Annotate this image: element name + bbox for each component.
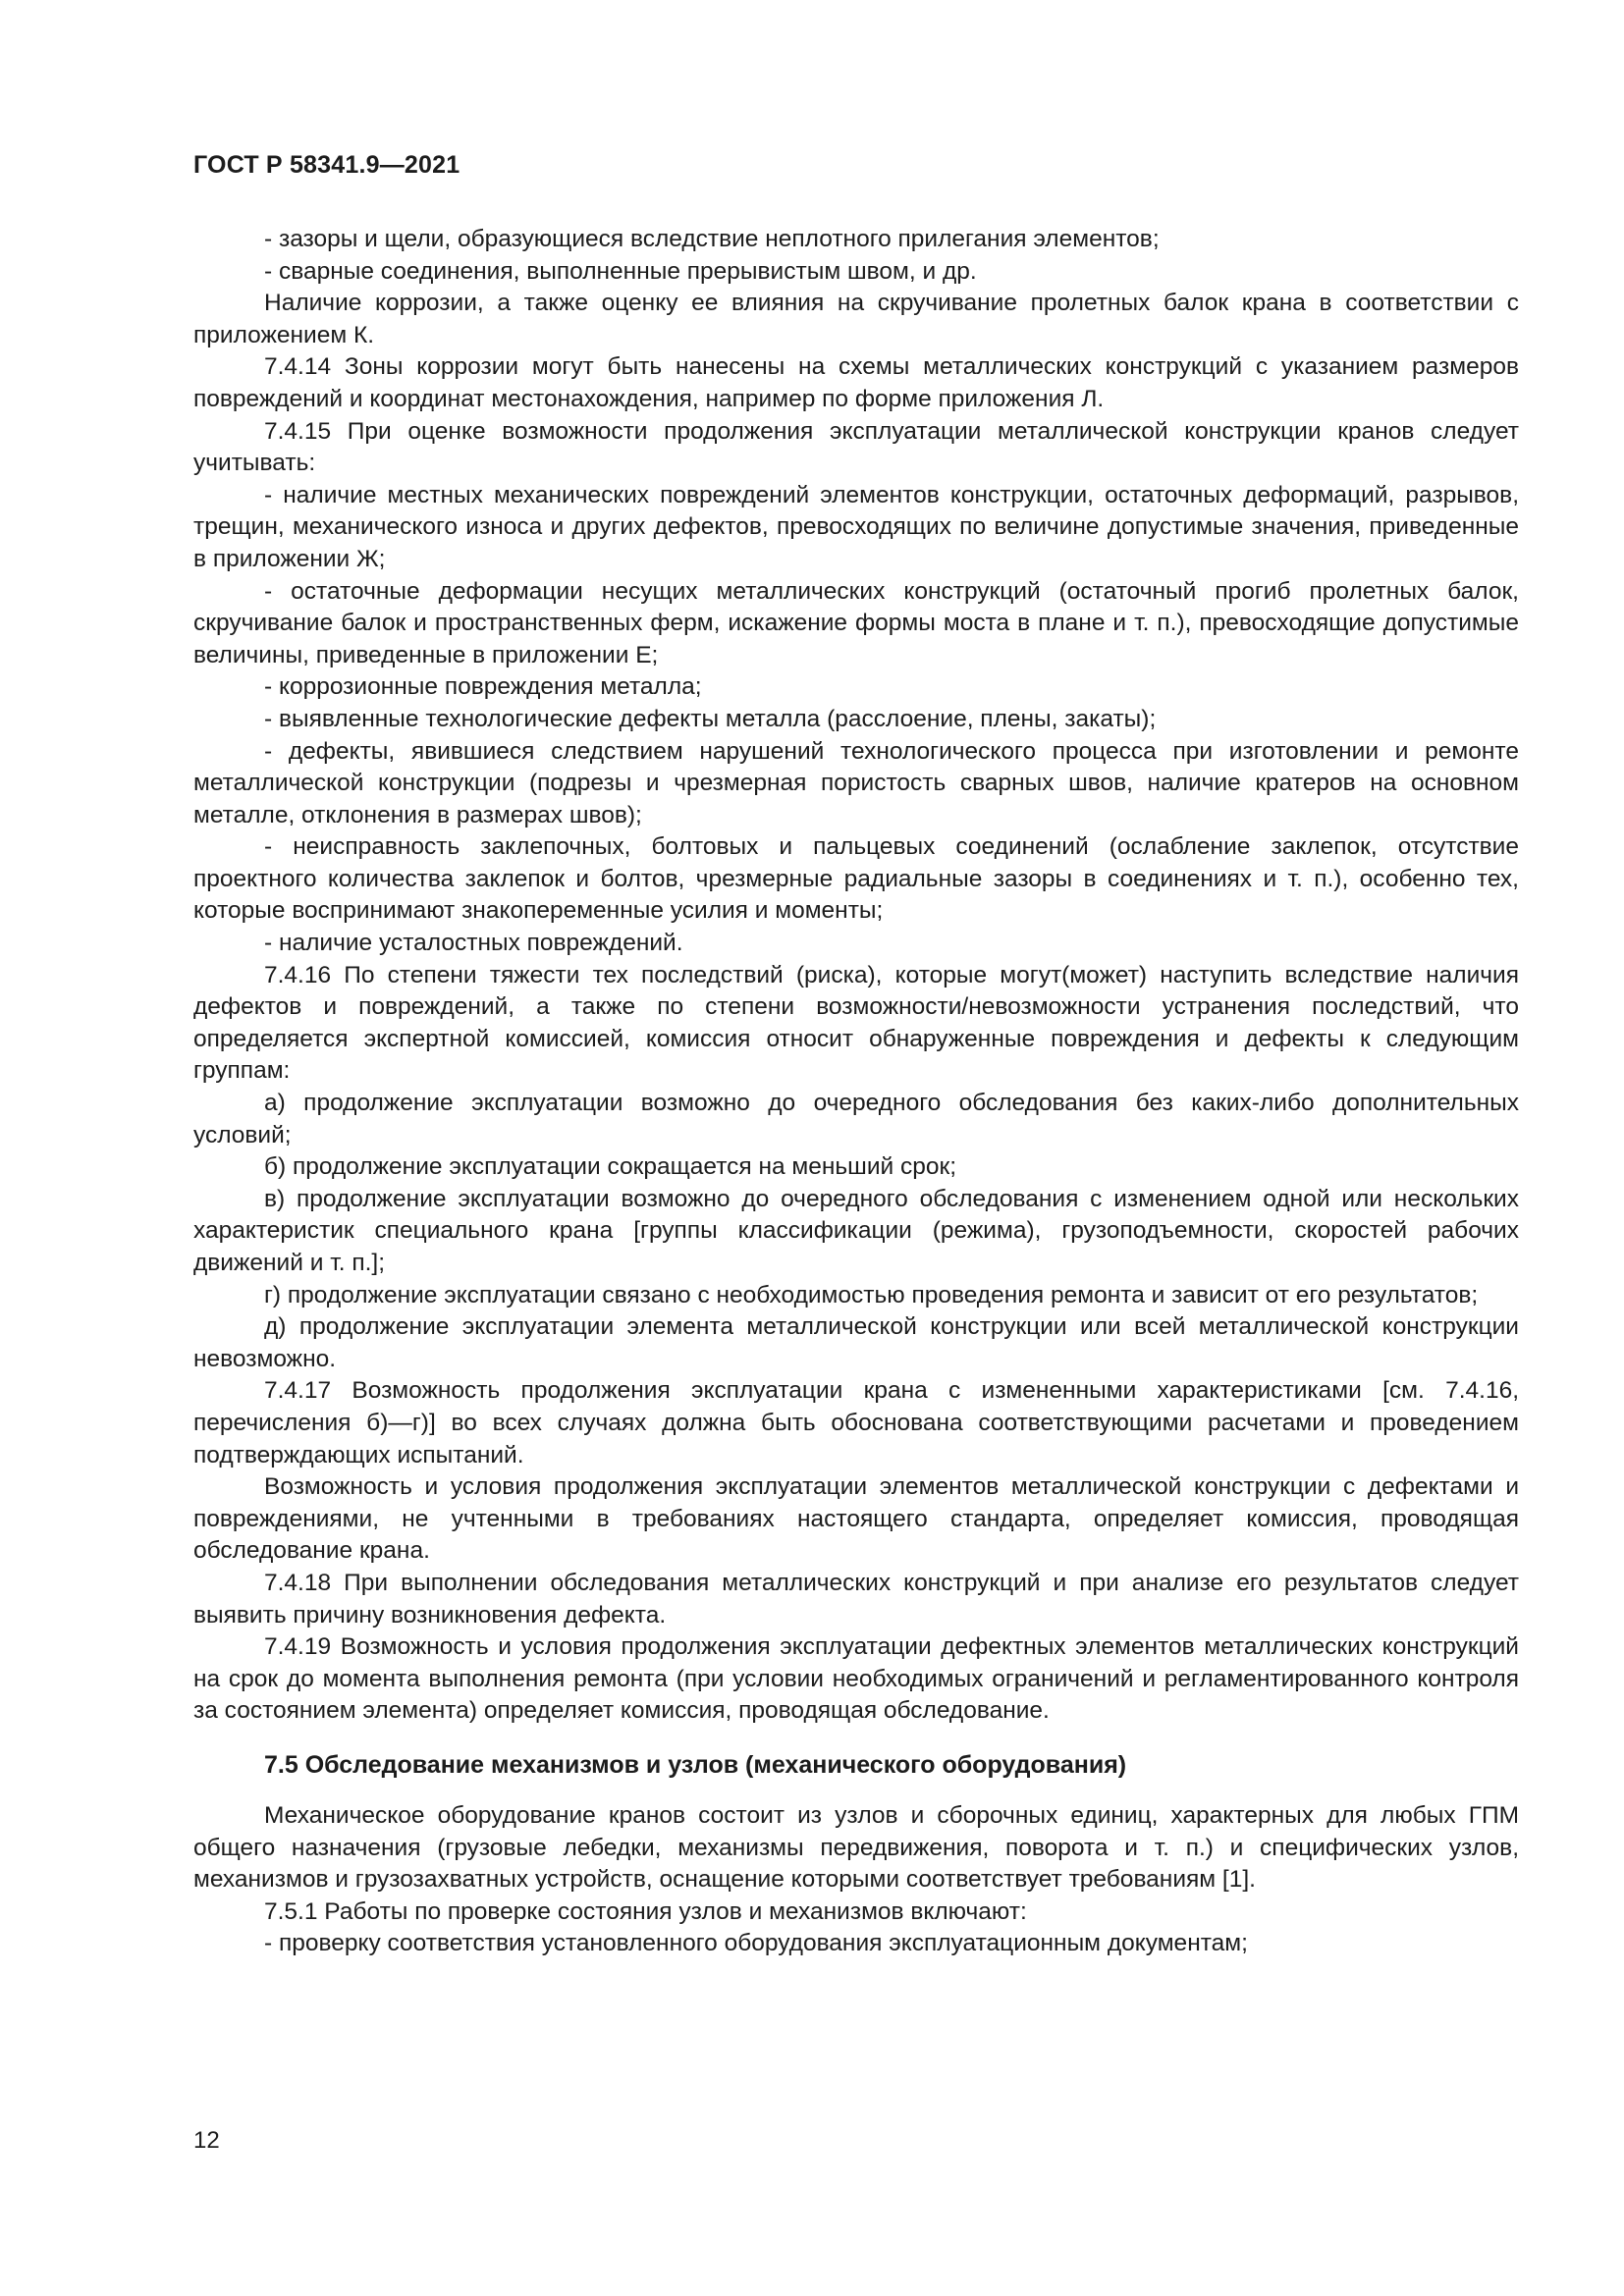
paragraph: 7.5.1 Работы по проверке состояния узлов и механизмов включают: xyxy=(264,1897,1027,1925)
paragraph: Механическое оборудование кранов состоит из узлов и сборочных единиц, характерных для любых ГПМ общего назначения (грузовые лебедки, механизмы передвижения, поворота и т. п.) и специфических узлов, механизмов и грузозахватных устройств, оснащение которыми соответствует требованиям [1]. xyxy=(193,1801,1519,1894)
paragraph: в) продолжение эксплуатации возможно до очередного обследования с изменением одной или нескольких характеристик специального крана [группы классификации (режима), грузоподъемности, скоростей рабочих движений и т. п.]; xyxy=(193,1185,1519,1276)
paragraph: - зазоры и щели, образующиеся вследствие неплотного прилегания элементов; xyxy=(264,226,1160,252)
paragraph: - проверку соответствия установленного оборудования эксплуатационным документам; xyxy=(264,1930,1248,1957)
paragraph: 7.4.17 Возможность продолжения эксплуатации крана с измененными характеристиками [см. 7.4.16, перечисления б)—г)] во всех случаях должна быть обоснована соответствующими расчетами и проведением подтверждающих испытаний. xyxy=(193,1377,1519,1468)
paragraph: - остаточные деформации несущих металлических конструкций (остаточный прогиб пролетных балок, скручивание балок и пространственных ферм, искажение формы моста в плане и т. п.), превосходящие допустимые величины, приведенные в приложении Е; xyxy=(193,577,1519,668)
paragraph: б) продолжение эксплуатации сокращается на меньший срок; xyxy=(264,1153,957,1181)
document-body xyxy=(193,224,1519,1960)
paragraph: - выявленные технологические дефекты металла (расслоение, плены, закаты); xyxy=(264,705,1157,732)
paragraph: 7.4.14 Зоны коррозии могут быть нанесены на схемы металлических конструкций с указанием размеров повреждений и координат местонахождения, например по форме приложения Л. xyxy=(193,353,1519,412)
paragraph: 7.4.15 При оценке возможности продолжения эксплуатации металлической конструкции кранов следует учитывать: xyxy=(193,417,1519,477)
section-heading: 7.5 Обследование механизмов и узлов (механического оборудования) xyxy=(264,1750,1127,1779)
paragraph: - дефекты, явившиеся следствием нарушений технологического процесса при изготовлении и ремонте металлической конструкции (подрезы и чрезмерная пористость сварных швов, наличие кратеров на основном металле, отклонения в размерах швов); xyxy=(193,737,1519,828)
paragraph: - коррозионные повреждения металла; xyxy=(264,673,702,701)
paragraph: г) продолжение эксплуатации связано с необходимостью проведения ремонта и зависит от его результатов; xyxy=(264,1281,1479,1308)
paragraph: Наличие коррозии, а также оценку ее влияния на скручивание пролетных балок крана в соответствии с приложением К. xyxy=(193,290,1519,348)
paragraph: Возможность и условия продолжения эксплуатации элементов металлической конструкции с дефектами и повреждениями, не учтенными в требованиях настоящего стандарта, определяет комиссия, проводящая обследование крана. xyxy=(193,1473,1519,1565)
paragraph: 7.4.16 По степени тяжести тех последствий (риска), которые могут(может) наступить вследствие наличия дефектов и повреждений, а также по степени возможности/невозможности устранения последствий, что определяется экспертной комиссией, комиссия относит обнаруженные повреждения и дефекты к следующим группам: xyxy=(193,961,1519,1085)
paragraph: - сварные соединения, выполненные прерывистым швом, и др. xyxy=(264,257,977,285)
paragraph: - наличие усталостных повреждений. xyxy=(264,930,683,957)
paragraph: - наличие местных механических повреждений элементов конструкции, остаточных деформаций, разрывов, трещин, механического износа и других дефектов, превосходящих по величине допустимые значения, приведенные в приложении Ж; xyxy=(193,481,1519,572)
paragraph: - неисправность заклепочных, болтовых и пальцевых соединений (ослабление заклепок, отсутствие проектного количества заклепок и болтов, чрезмерные радиальные зазоры в соединениях и т. п.), особенно тех, которые воспринимают знакопеременные усилия и моменты; xyxy=(193,833,1519,925)
paragraph: 7.4.18 При выполнении обследования металлических конструкций и при анализе его результатов следует выявить причину возникновения дефекта. xyxy=(193,1569,1519,1629)
page-number: 12 xyxy=(193,2127,220,2154)
document-header: ГОСТ Р 58341.9—2021 xyxy=(193,151,460,179)
paragraph: д) продолжение эксплуатации элемента металлической конструкции или всей металлической конструкции невозможно. xyxy=(193,1313,1519,1372)
paragraph: а) продолжение эксплуатации возможно до очередного обследования без каких-либо дополнительных условий; xyxy=(193,1090,1519,1148)
paragraph: 7.4.19 Возможность и условия продолжения эксплуатации дефектных элементов металлических конструкций на срок до момента выполнения ремонта (при условии необходимых ограничений и регламентированного контроля за состоянием элемента) определяет комиссия, проводящая обследование. xyxy=(193,1633,1519,1725)
